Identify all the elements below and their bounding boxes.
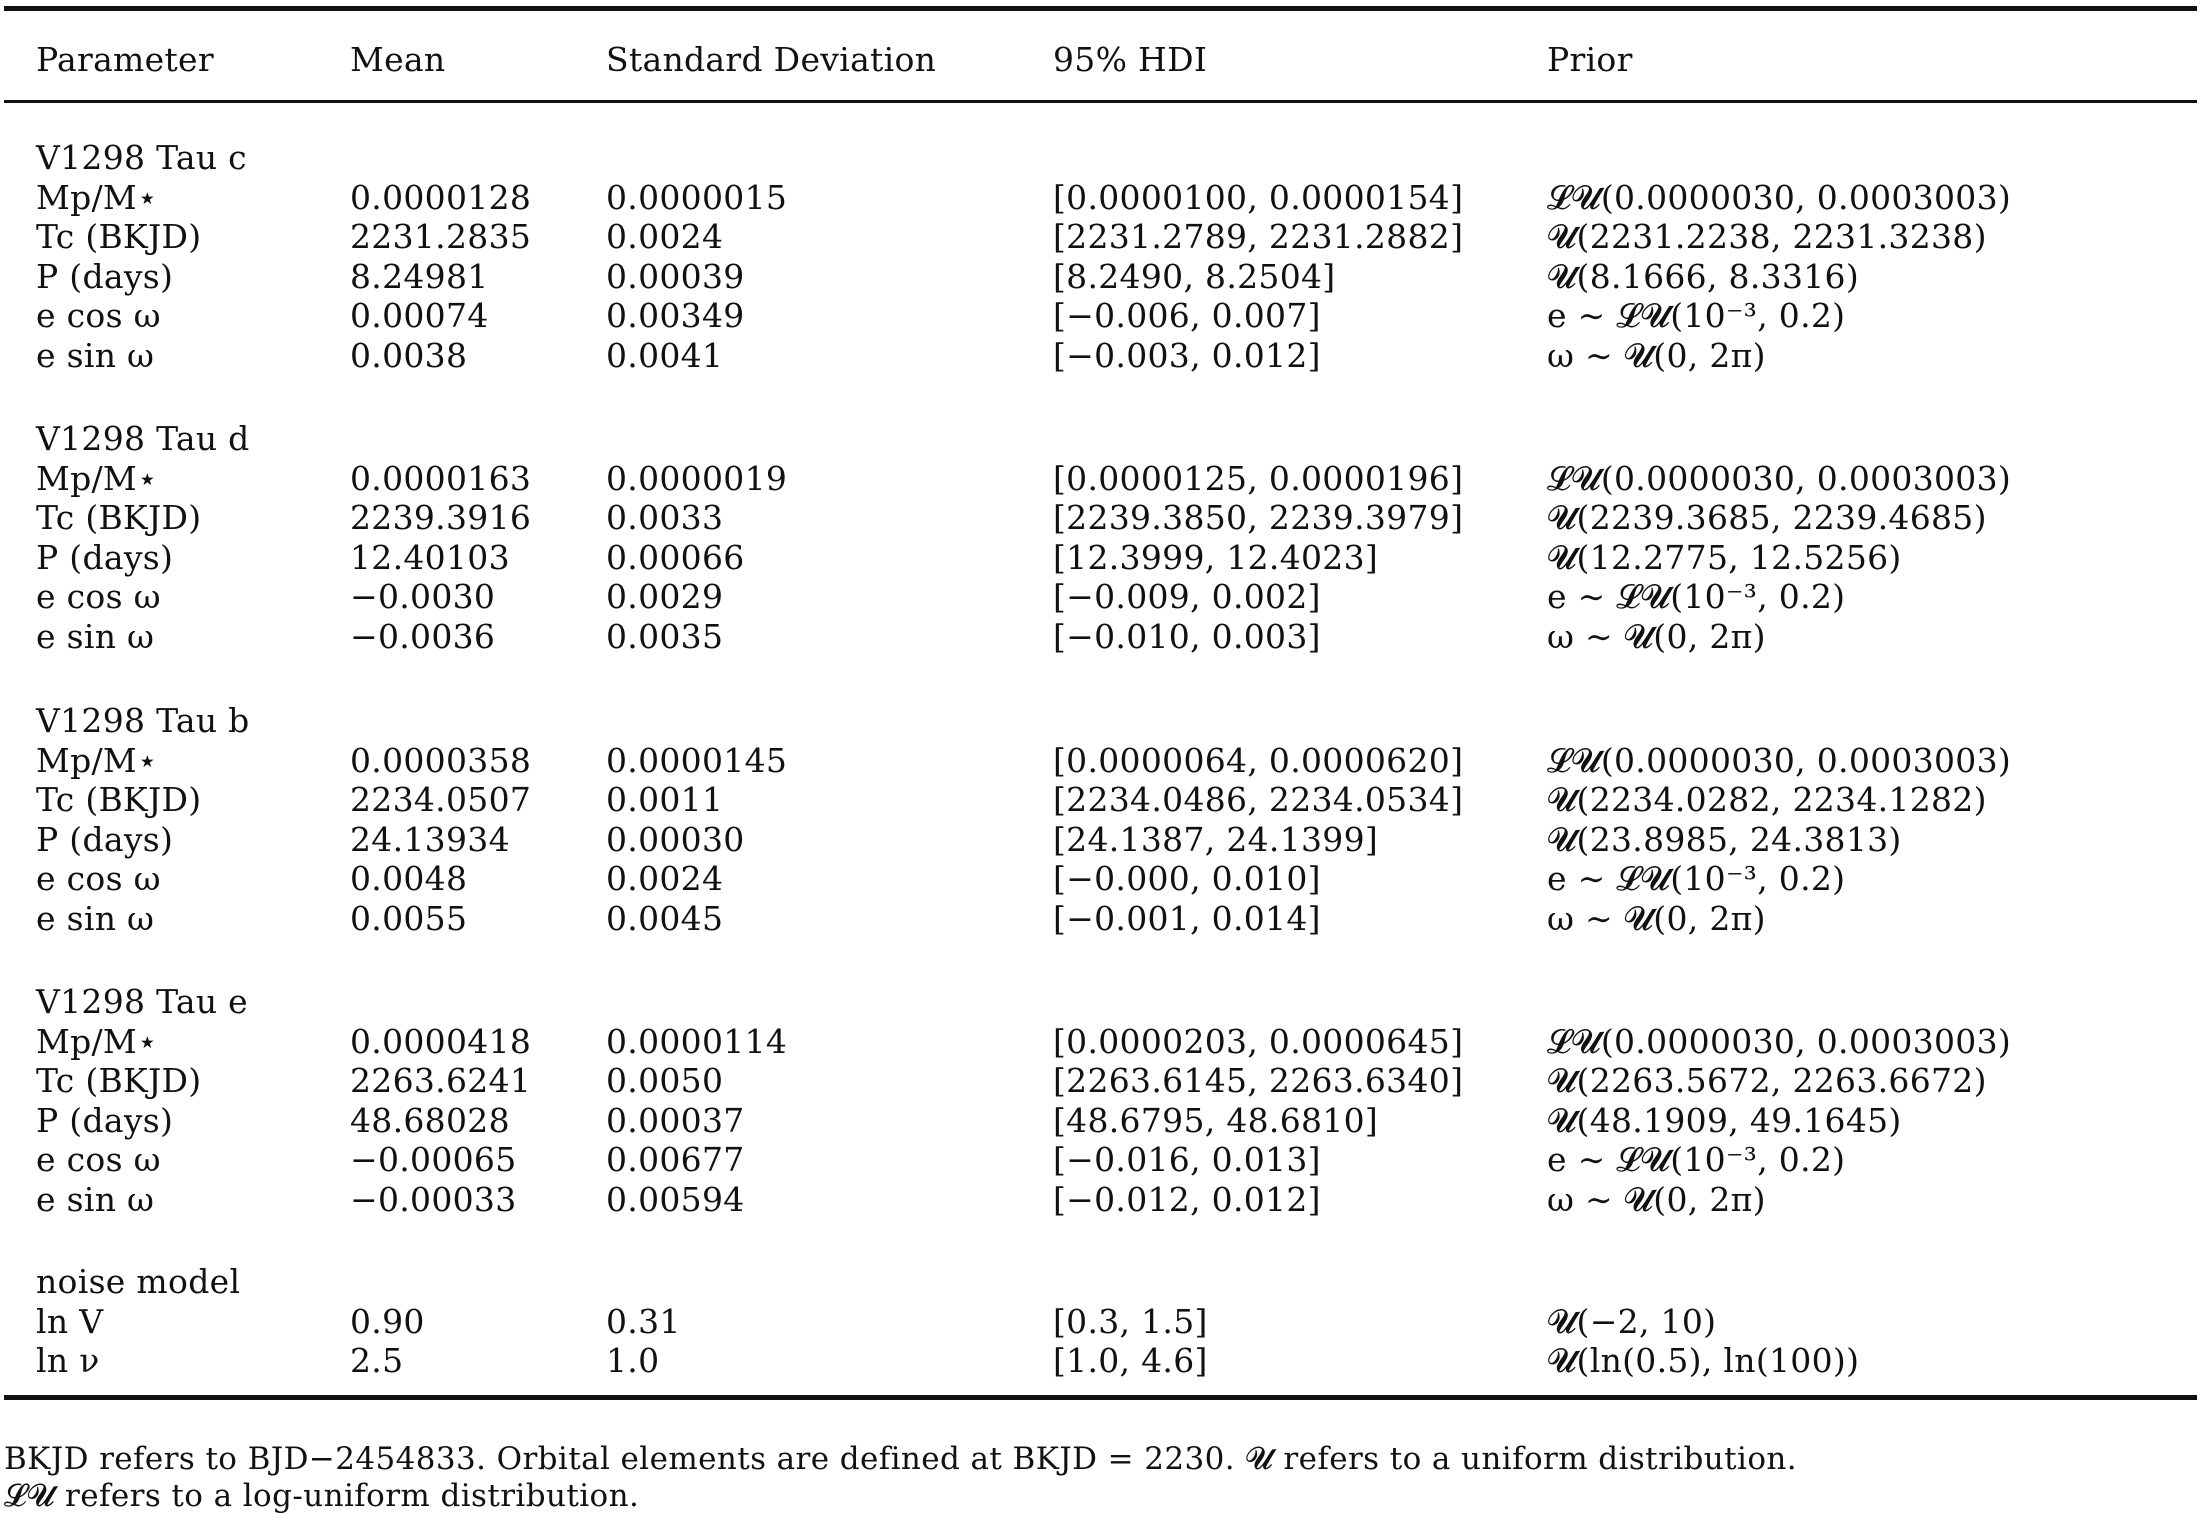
cell-mean: 0.0000358 xyxy=(350,740,532,780)
cell-prior: 𝓤(ln(0.5), ln(100)) xyxy=(1547,1341,1860,1380)
cell-mean: 8.24981 xyxy=(350,256,489,296)
cell-param: e cos ω xyxy=(36,296,161,335)
cell-mean: 2.5 xyxy=(350,1341,404,1380)
cell-param: ln ν xyxy=(36,1341,100,1380)
cell-mean: 0.0055 xyxy=(350,898,468,938)
table-header-rule xyxy=(4,100,2197,103)
cell-param: P (days) xyxy=(36,819,174,859)
cell-hdi: [8.2490, 8.2504] xyxy=(1053,256,1336,296)
cell-param: e sin ω xyxy=(36,898,155,938)
cell-sd: 0.0045 xyxy=(606,898,724,938)
cell-sd: 0.00037 xyxy=(606,1100,745,1140)
cell-hdi: [−0.009, 0.002] xyxy=(1053,577,1321,616)
cell-prior: 𝓤(2239.3685, 2239.4685) xyxy=(1547,498,1987,537)
group-title: V1298 Tau c xyxy=(36,138,247,177)
cell-prior: 𝓤(2234.0282, 2234.1282) xyxy=(1547,780,1987,819)
table-top-rule xyxy=(4,6,2197,11)
cell-mean: 2231.2835 xyxy=(350,217,532,256)
cell-mean: 2234.0507 xyxy=(350,780,532,819)
header-hdi: 95% HDI xyxy=(1053,40,1208,79)
group-title: V1298 Tau b xyxy=(36,701,250,740)
cell-param: P (days) xyxy=(36,1100,174,1140)
cell-sd: 0.0000015 xyxy=(606,177,788,217)
cell-sd: 0.0024 xyxy=(606,217,724,256)
cell-hdi: [0.0000100, 0.0000154] xyxy=(1053,177,1464,217)
cell-sd: 0.0011 xyxy=(606,780,724,819)
cell-param: Tc (BKJD) xyxy=(36,217,202,256)
cell-sd: 0.0000019 xyxy=(606,458,788,498)
cell-prior: 𝓤(2231.2238, 2231.3238) xyxy=(1547,217,1987,256)
cell-prior: 𝓛𝓤(0.0000030, 0.0003003) xyxy=(1547,177,2012,217)
cell-sd: 0.0033 xyxy=(606,498,724,537)
cell-prior: 𝓤(12.2775, 12.5256) xyxy=(1547,537,1902,577)
header-standard-deviation: Standard Deviation xyxy=(606,40,937,79)
header-prior: Prior xyxy=(1547,40,1633,79)
cell-mean: −0.00065 xyxy=(350,1140,517,1179)
cell-sd: 0.00349 xyxy=(606,296,745,335)
cell-prior: e ∼ 𝓛𝓤(10⁻³, 0.2) xyxy=(1547,577,1846,616)
cell-hdi: [12.3999, 12.4023] xyxy=(1053,537,1379,577)
cell-param: Mp/M⋆ xyxy=(36,740,158,780)
cell-hdi: [0.0000064, 0.0000620] xyxy=(1053,740,1464,780)
cell-mean: 2263.6241 xyxy=(350,1061,532,1100)
header-mean: Mean xyxy=(350,40,446,79)
cell-mean: 0.0000418 xyxy=(350,1021,532,1061)
cell-hdi: [−0.000, 0.010] xyxy=(1053,859,1321,898)
cell-hdi: [0.3, 1.5] xyxy=(1053,1301,1208,1341)
cell-param: Tc (BKJD) xyxy=(36,498,202,537)
cell-sd: 0.0024 xyxy=(606,859,724,898)
cell-hdi: [−0.006, 0.007] xyxy=(1053,296,1321,335)
cell-mean: 0.0038 xyxy=(350,335,468,375)
cell-hdi: [−0.010, 0.003] xyxy=(1053,616,1321,656)
cell-mean: 48.68028 xyxy=(350,1100,510,1140)
header-parameter: Parameter xyxy=(36,40,214,79)
cell-param: e sin ω xyxy=(36,616,155,656)
cell-sd: 1.0 xyxy=(606,1341,660,1380)
cell-hdi: [2263.6145, 2263.6340] xyxy=(1053,1061,1464,1100)
table-bottom-rule xyxy=(4,1395,2197,1400)
cell-mean: 0.90 xyxy=(350,1301,425,1341)
cell-hdi: [0.0000203, 0.0000645] xyxy=(1053,1021,1464,1061)
cell-hdi: [24.1387, 24.1399] xyxy=(1053,819,1379,859)
cell-mean: 2239.3916 xyxy=(350,498,532,537)
cell-mean: 24.13934 xyxy=(350,819,510,859)
cell-hdi: [2239.3850, 2239.3979] xyxy=(1053,498,1464,537)
cell-hdi: [1.0, 4.6] xyxy=(1053,1341,1208,1380)
cell-prior: 𝓛𝓤(0.0000030, 0.0003003) xyxy=(1547,458,2012,498)
group-title: V1298 Tau e xyxy=(36,982,248,1021)
cell-mean: 0.0000163 xyxy=(350,458,532,498)
cell-param: P (days) xyxy=(36,256,174,296)
cell-prior: 𝓤(−2, 10) xyxy=(1547,1301,1717,1341)
cell-hdi: [−0.003, 0.012] xyxy=(1053,335,1321,375)
cell-sd: 0.0050 xyxy=(606,1061,724,1100)
cell-hdi: [−0.012, 0.012] xyxy=(1053,1179,1321,1219)
cell-mean: 0.00074 xyxy=(350,296,489,335)
cell-mean: −0.0030 xyxy=(350,577,496,616)
cell-prior: 𝓤(8.1666, 8.3316) xyxy=(1547,256,1860,296)
cell-param: e cos ω xyxy=(36,859,161,898)
cell-prior: e ∼ 𝓛𝓤(10⁻³, 0.2) xyxy=(1547,1140,1846,1179)
cell-param: Mp/M⋆ xyxy=(36,177,158,217)
cell-mean: −0.0036 xyxy=(350,616,496,656)
cell-param: e sin ω xyxy=(36,335,155,375)
cell-hdi: [−0.001, 0.014] xyxy=(1053,898,1321,938)
cell-hdi: [48.6795, 48.6810] xyxy=(1053,1100,1379,1140)
cell-mean: −0.00033 xyxy=(350,1179,517,1219)
cell-mean: 12.40103 xyxy=(350,537,510,577)
cell-hdi: [0.0000125, 0.0000196] xyxy=(1053,458,1464,498)
cell-hdi: [2234.0486, 2234.0534] xyxy=(1053,780,1464,819)
cell-prior: 𝓛𝓤(0.0000030, 0.0003003) xyxy=(1547,1021,2012,1061)
cell-param: P (days) xyxy=(36,537,174,577)
cell-prior: ω ∼ 𝓤(0, 2π) xyxy=(1547,616,1766,656)
cell-sd: 0.0000145 xyxy=(606,740,788,780)
cell-sd: 0.00039 xyxy=(606,256,745,296)
cell-param: e sin ω xyxy=(36,1179,155,1219)
cell-param: e cos ω xyxy=(36,1140,161,1179)
cell-param: e cos ω xyxy=(36,577,161,616)
group-title: noise model xyxy=(36,1262,241,1301)
cell-param: ln V xyxy=(36,1301,104,1341)
cell-sd: 0.0029 xyxy=(606,577,724,616)
cell-sd: 0.00594 xyxy=(606,1179,745,1219)
group-title: V1298 Tau d xyxy=(36,419,250,458)
cell-sd: 0.0035 xyxy=(606,616,724,656)
cell-param: Mp/M⋆ xyxy=(36,458,158,498)
cell-sd: 0.31 xyxy=(606,1301,681,1341)
table-caption-line-1: BKJD refers to BJD−2454833. Orbital elements are defined at BKJD = 2230. 𝓤 refers to a uniform distribution. xyxy=(4,1441,1798,1477)
cell-prior: 𝓤(23.8985, 24.3813) xyxy=(1547,819,1902,859)
cell-prior: 𝓤(2263.5672, 2263.6672) xyxy=(1547,1061,1987,1100)
cell-prior: ω ∼ 𝓤(0, 2π) xyxy=(1547,898,1766,938)
cell-sd: 0.00066 xyxy=(606,537,745,577)
cell-sd: 0.0041 xyxy=(606,335,724,375)
cell-prior: e ∼ 𝓛𝓤(10⁻³, 0.2) xyxy=(1547,859,1846,898)
cell-prior: e ∼ 𝓛𝓤(10⁻³, 0.2) xyxy=(1547,296,1846,335)
cell-sd: 0.00677 xyxy=(606,1140,745,1179)
cell-param: Tc (BKJD) xyxy=(36,780,202,819)
cell-hdi: [−0.016, 0.013] xyxy=(1053,1140,1321,1179)
cell-param: Tc (BKJD) xyxy=(36,1061,202,1100)
table-caption-line-2: 𝓛𝓤 refers to a log-uniform distribution. xyxy=(4,1478,640,1514)
cell-prior: 𝓤(48.1909, 49.1645) xyxy=(1547,1100,1902,1140)
cell-prior: 𝓛𝓤(0.0000030, 0.0003003) xyxy=(1547,740,2012,780)
cell-sd: 0.0000114 xyxy=(606,1021,788,1061)
cell-prior: ω ∼ 𝓤(0, 2π) xyxy=(1547,335,1766,375)
cell-mean: 0.0000128 xyxy=(350,177,532,217)
cell-hdi: [2231.2789, 2231.2882] xyxy=(1053,217,1464,256)
cell-mean: 0.0048 xyxy=(350,859,468,898)
cell-prior: ω ∼ 𝓤(0, 2π) xyxy=(1547,1179,1766,1219)
cell-param: Mp/M⋆ xyxy=(36,1021,158,1061)
cell-sd: 0.00030 xyxy=(606,819,745,859)
